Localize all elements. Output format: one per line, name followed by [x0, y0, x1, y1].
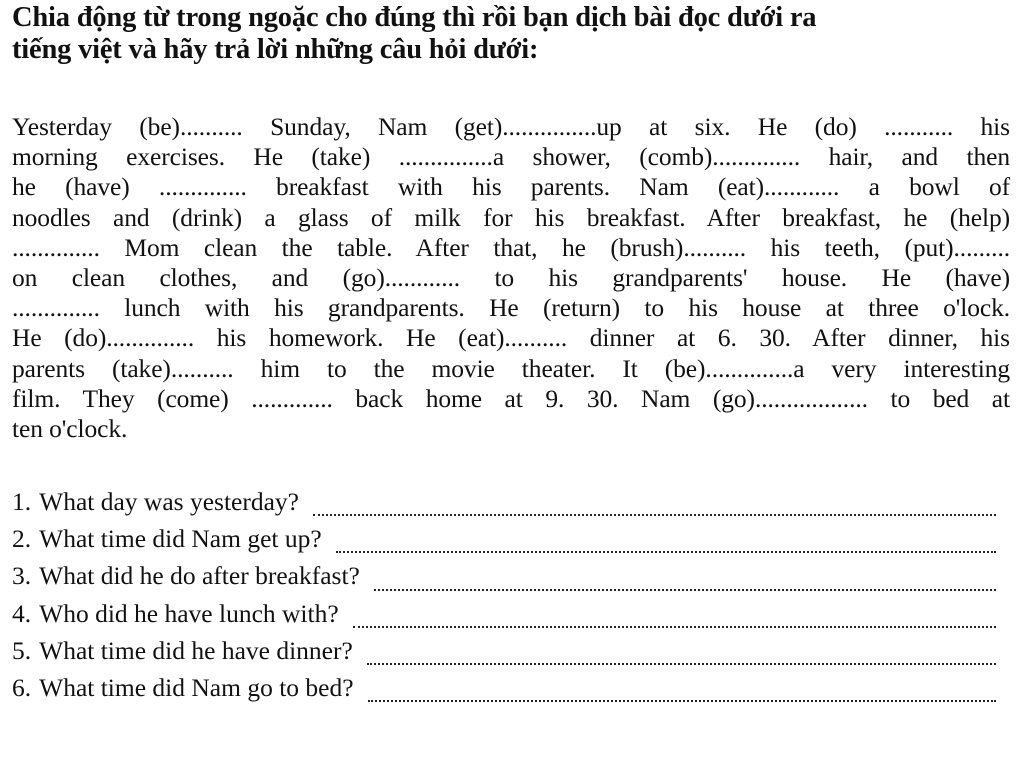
- answer-blank[interactable]: [313, 514, 996, 516]
- passage-line: noodles and (drink) a glass of milk for his breakfast. After breakfast, he (help): [12, 202, 1010, 232]
- question-list: [12, 487, 1010, 710]
- question-number: 6.: [12, 672, 32, 702]
- question-text: Who did he have lunch with?: [39, 598, 339, 628]
- question-number: 1.: [12, 487, 32, 516]
- question-item: [12, 487, 1010, 524]
- question-number: 5.: [12, 635, 32, 665]
- question-number: 4.: [12, 598, 32, 628]
- question-text: What did he do after breakfast?: [39, 561, 360, 591]
- passage-line: morning exercises. He (take) ...............a shower, (comb).............. hair, and then: [12, 142, 1010, 172]
- answer-blank[interactable]: [374, 589, 996, 591]
- passage-line: He (do).............. his homework. He (eat).......... dinner at 6. 30. After dinner, his: [12, 323, 1010, 353]
- instruction-heading: [12, 2, 1012, 66]
- answer-blank[interactable]: [336, 551, 996, 553]
- instruction-line-1: Chia động từ trong ngoặc cho đúng thì rồi bạn dịch bài đọc dưới ra: [12, 2, 817, 33]
- answer-blank[interactable]: [367, 663, 996, 665]
- passage-line: parents (take).......... him to the movie theater. It (be)..............a very interesting: [12, 353, 1010, 383]
- question-text: What time did he have dinner?: [39, 635, 353, 665]
- question-number: 2.: [12, 524, 32, 554]
- passage-line: he (have) .............. breakfast with his parents. Nam (eat)............ a bowl of: [12, 172, 1010, 202]
- question-text: What day was yesterday?: [39, 487, 299, 516]
- instruction-line-2: tiếng việt và hãy trả lời những câu hỏi dưới:: [12, 34, 539, 65]
- reading-passage: [12, 112, 1010, 444]
- passage-line: on clean clothes, and (go)............ to his grandparents' house. He (have): [12, 263, 1010, 293]
- question-item: [12, 524, 1010, 561]
- passage-line: .............. Mom clean the table. After that, he (brush).......... his teeth, (put).........: [12, 232, 1010, 262]
- question-text: What time did Nam go to bed?: [39, 672, 354, 702]
- question-item: [12, 561, 1010, 598]
- passage-line: ten o'clock.: [12, 414, 128, 444]
- question-item: [12, 599, 1010, 636]
- passage-line: Yesterday (be).......... Sunday, Nam (get)...............up at six. He (do) ........... his: [12, 112, 1010, 141]
- question-text: What time did Nam get up?: [39, 524, 322, 554]
- question-item: [12, 636, 1010, 673]
- answer-blank[interactable]: [353, 626, 996, 628]
- answer-blank[interactable]: [368, 700, 996, 702]
- question-number: 3.: [12, 561, 32, 591]
- question-item: [12, 673, 1010, 710]
- passage-line: .............. lunch with his grandparents. He (return) to his house at three o'lock.: [12, 293, 1010, 323]
- passage-line: film. They (come) ............. back home at 9. 30. Nam (go).................. to bed at: [12, 383, 1010, 413]
